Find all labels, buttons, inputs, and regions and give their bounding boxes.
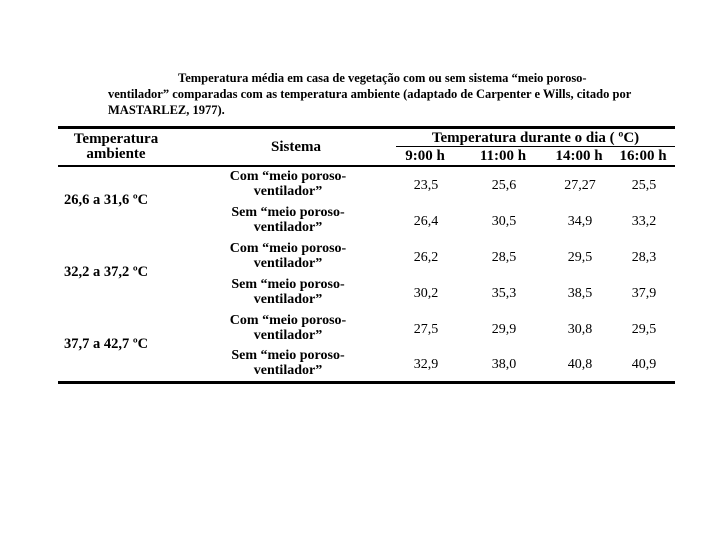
caption-line-2: ventilador” comparadas com as temperatura ambiente (adaptado de Carpenter e Wills, citado por	[108, 87, 632, 101]
header-ambient	[58, 132, 174, 162]
header-time-1: 9:00 h	[405, 148, 445, 164]
value-cell: 38,5	[567, 286, 593, 301]
table-header-rule	[58, 165, 675, 167]
system-line2: ventilador”	[253, 363, 323, 378]
system-cell	[208, 241, 368, 271]
header-time-4: 16:00 h	[619, 148, 667, 164]
ambient-range-2: 32,2 a 37,2 ºC	[64, 264, 149, 280]
system-line1: Com “meio poroso-	[229, 313, 347, 328]
value-cell: 37,9	[631, 286, 657, 301]
system-line2: ventilador”	[253, 292, 323, 307]
value-cell: 40,8	[567, 357, 593, 372]
header-ambient-line2: ambiente	[86, 146, 146, 162]
value-cell: 25,5	[631, 178, 657, 193]
header-temperature-group: Temperatura durante o dia ( ºC)	[431, 130, 640, 146]
value-cell: 30,2	[413, 286, 439, 301]
system-line2: ventilador”	[253, 220, 323, 235]
system-cell	[208, 348, 368, 378]
value-cell: 25,6	[491, 178, 517, 193]
value-cell: 29,5	[631, 322, 657, 337]
value-cell: 38,0	[491, 357, 517, 372]
header-system: Sistema	[271, 139, 321, 155]
value-cell: 26,4	[413, 214, 439, 229]
value-cell: 35,3	[491, 286, 517, 301]
system-line1: Com “meio poroso-	[229, 241, 347, 256]
system-cell	[208, 205, 368, 235]
system-line1: Sem “meio poroso-	[231, 277, 345, 292]
header-time-2: 11:00 h	[479, 148, 527, 164]
header-time-3: 14:00 h	[555, 148, 603, 164]
table-bottom-rule	[58, 381, 675, 384]
ambient-range-1: 26,6 a 31,6 ºC	[64, 192, 149, 208]
system-line2: ventilador”	[253, 256, 323, 271]
value-cell: 27,27	[564, 178, 596, 193]
system-line2: ventilador”	[253, 328, 323, 343]
value-cell: 29,9	[491, 322, 517, 337]
value-cell: 33,2	[631, 214, 657, 229]
value-cell: 32,9	[413, 357, 439, 372]
system-cell	[208, 277, 368, 307]
caption-line-1: Temperatura média em casa de vegetação com ou sem sistema “meio poroso-	[178, 71, 587, 85]
system-line1: Sem “meio poroso-	[231, 348, 345, 363]
temperature-table	[58, 126, 675, 384]
table-group-subrule	[396, 146, 675, 147]
table-top-rule	[58, 126, 675, 129]
header-ambient-line1: Temperatura	[73, 131, 159, 147]
value-cell: 28,3	[631, 250, 657, 265]
value-cell: 26,2	[413, 250, 439, 265]
system-cell	[208, 313, 368, 343]
value-cell: 30,5	[491, 214, 517, 229]
value-cell: 23,5	[413, 178, 439, 193]
caption-line-3: MASTARLEZ, 1977).	[108, 103, 225, 117]
value-cell: 28,5	[491, 250, 517, 265]
system-line1: Com “meio poroso-	[229, 169, 347, 184]
value-cell: 34,9	[567, 214, 593, 229]
table-caption	[108, 70, 678, 118]
value-cell: 27,5	[413, 322, 439, 337]
value-cell: 29,5	[567, 250, 593, 265]
system-cell	[208, 169, 368, 199]
system-line2: ventilador”	[253, 184, 323, 199]
value-cell: 30,8	[567, 322, 593, 337]
system-line1: Sem “meio poroso-	[231, 205, 345, 220]
ambient-range-3: 37,7 a 42,7 ºC	[64, 336, 149, 352]
value-cell: 40,9	[631, 357, 657, 372]
